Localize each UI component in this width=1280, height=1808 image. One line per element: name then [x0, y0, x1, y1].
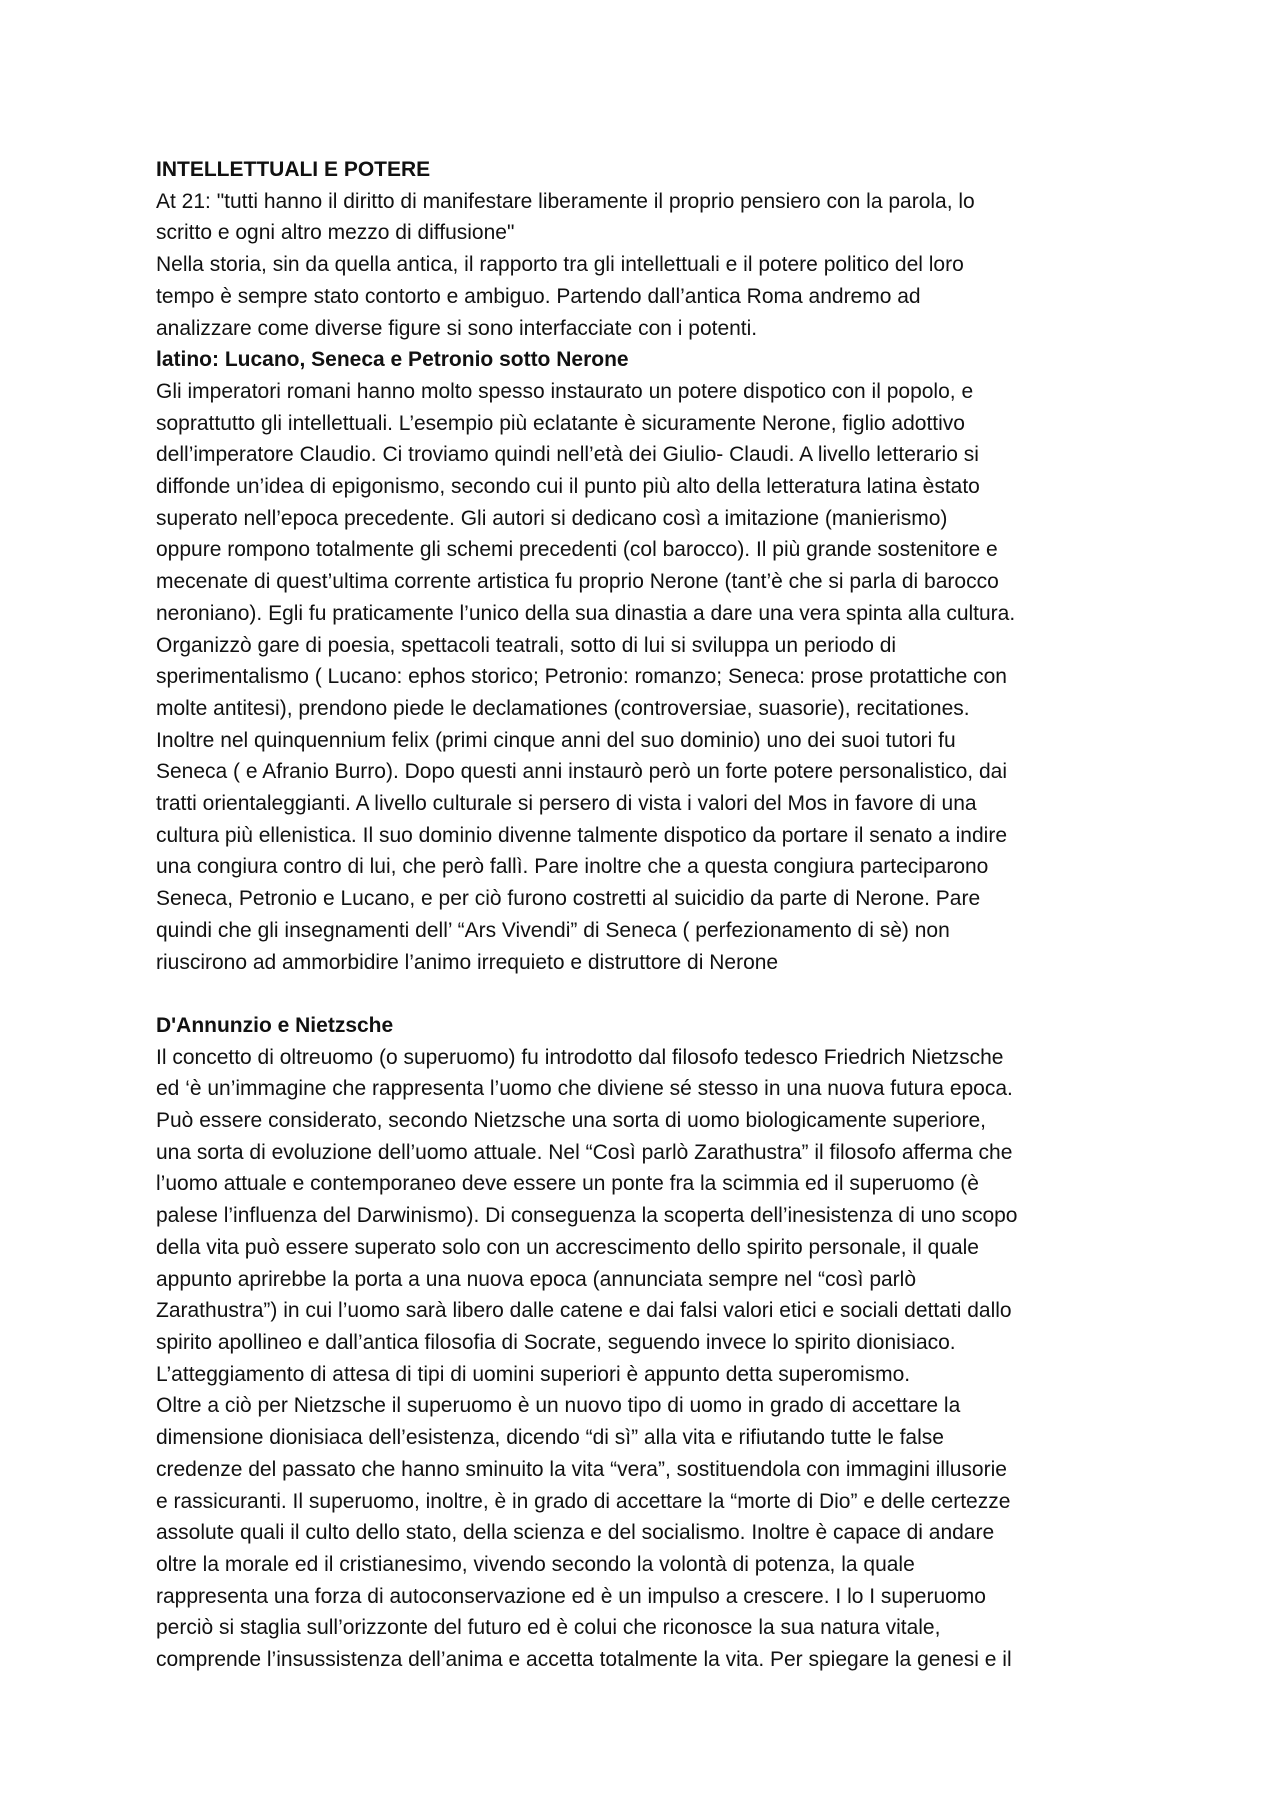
text-line: oppure rompono totalmente gli schemi precedenti (col barocco). Il più grande sostenitore e: [156, 538, 998, 562]
section-dannunzio-paragraph: [156, 1042, 1156, 1676]
section-latino-paragraph: [156, 376, 1156, 978]
text-line: Organizzò gare di poesia, spettacoli teatrali, sotto di lui si sviluppa un periodo di: [156, 633, 897, 657]
text-line: una congiura contro di lui, che però fallì. Pare inoltre che a questa congiura parteciparono: [156, 855, 989, 879]
text-line: cultura più ellenistica. Il suo dominio divenne talmente dispotico da portare il senato a indire: [156, 823, 1007, 847]
text-line: riuscirono ad ammorbidire l’animo irrequieto e distruttore di Nerone: [156, 950, 779, 974]
text-line: Zarathustra”) in cui l’uomo sarà libero dalle catene e dai falsi valori etici e sociali dettati dallo: [156, 1299, 1012, 1323]
text-line: mecenate di quest’ultima corrente artistica fu proprio Nerone (tant’è che si parla di barocco: [156, 570, 999, 594]
text-line: Seneca ( e Afranio Burro). Dopo questi anni instaurò però un forte potere personalistico, dai: [156, 760, 1008, 784]
document-title: INTELLETTUALI E POTERE: [156, 158, 431, 181]
document-page: [156, 154, 1156, 1676]
text-line: dimensione dionisiaca dell’esistenza, dicendo “di sì” alla vita e rifiutando tutte le false: [156, 1426, 944, 1450]
text-line: dell’imperatore Claudio. Ci troviamo quindi nell’età dei Giulio- Claudi. A livello letterario si: [156, 443, 979, 467]
text-line: assolute quali il culto dello stato, della scienza e del socialismo. Inoltre è capace di andare: [156, 1521, 995, 1545]
text-line: l’uomo attuale e contemporaneo deve essere un ponte fra la scimmia ed il superuomo (è: [156, 1172, 979, 1196]
text-line: comprende l’insussistenza dell’anima e accetta totalmente la vita. Per spiegare la genesi e il: [156, 1648, 1012, 1672]
text-line: Può essere considerato, secondo Nietzsche una sorta di uomo biologicamente superiore,: [156, 1109, 986, 1133]
text-line: credenze del passato che hanno sminuito la vita “vera”, sostituendola con immagini illusorie: [156, 1457, 1007, 1481]
text-line: e rassicuranti. Il superuomo, inoltre, è in grado di accettare la “morte di Dio” e delle certezze: [156, 1489, 1011, 1513]
text-line: spirito apollineo e dall’antica filosofia di Socrate, seguendo invece lo spirito dionisiaco.: [156, 1331, 956, 1354]
text-line: neroniano). Egli fu praticamente l’unico della sua dinastia a dare una vera spinta alla cultura.: [156, 601, 1016, 625]
text-line: molte antitesi), prendono piede le declamationes (controversiae, suasorie), recitationes.: [156, 696, 970, 720]
text-line: At 21: "tutti hanno il diritto di manifestare liberamente il proprio pensiero con la parola, lo: [156, 189, 975, 213]
text-line: Seneca, Petronio e Lucano, e per ciò furono costretti al suicidio da parte di Nerone. Pare: [156, 887, 981, 911]
text-line: L’atteggiamento di attesa di tipi di uomini superiori è appunto detta superomismo.: [156, 1362, 911, 1386]
text-line: oltre la morale ed il cristianesimo, vivendo secondo la volontà di potenza, la quale: [156, 1552, 915, 1576]
text-line: soprattutto gli intellettuali. L’esempio più eclatante è sicuramente Nerone, figlio adottivo: [156, 411, 965, 435]
text-line: Inoltre nel quinquennium felix (primi cinque anni del suo dominio) uno dei suoi tutori fu: [156, 728, 956, 752]
text-line: tempo è sempre stato contorto e ambiguo. Partendo dall’antica Roma andremo ad: [156, 284, 921, 308]
text-line: rappresenta una forza di autoconservazione ed è un impulso a crescere. I lo I superuomo: [156, 1584, 986, 1608]
text-line: Oltre a ciò per Nietzsche il superuomo è un nuovo tipo di uomo in grado di accettare la: [156, 1394, 961, 1418]
text-line: ed ‘è un’immagine che rappresenta l’uomo che diviene sé stesso in una nuova futura epoca.: [156, 1077, 1013, 1101]
text-line: Nella storia, sin da quella antica, il rapporto tra gli intellettuali e il potere politico del loro: [156, 253, 964, 277]
text-line: sperimentalismo ( Lucano: ephos storico; Petronio: romanzo; Seneca: prose protattiche con: [156, 665, 1007, 689]
paragraph-spacer: [156, 978, 1156, 1010]
intro-paragraph: [156, 186, 1156, 345]
section-heading-dannunzio: D'Annunzio e Nietzsche: [156, 1013, 394, 1037]
text-line: una sorta di evoluzione dell’uomo attuale. Nel “Così parlò Zarathustra” il filosofo afferma che: [156, 1140, 1013, 1164]
section-heading-latino: latino: Lucano, Seneca e Petronio sotto Nerone: [156, 348, 629, 372]
text-line: analizzare come diverse figure si sono interfacciate con i potenti.: [156, 316, 758, 340]
text-line: perciò si staglia sull’orizzonte del futuro ed è colui che riconosce la sua natura vitale,: [156, 1616, 941, 1640]
text-line: Gli imperatori romani hanno molto spesso instaurato un potere dispotico con il popolo, e: [156, 379, 974, 403]
text-line: quindi che gli insegnamenti dell’ “Ars Vivendi” di Seneca ( perfezionamento di sè) non: [156, 918, 950, 942]
text-line: diffonde un’idea di epigonismo, secondo cui il punto più alto della letteratura latina èstato: [156, 475, 980, 499]
text-line: Il concetto di oltreuomo (o superuomo) fu introdotto dal filosofo tedesco Friedrich Nietzsche: [156, 1045, 1004, 1069]
text-line: superato nell’epoca precedente. Gli autori si dedicano così a imitazione (manierismo): [156, 506, 948, 530]
text-line: appunto aprirebbe la porta a una nuova epoca (annunciata sempre nel “così parlò: [156, 1267, 917, 1291]
text-line: tratti orientaleggianti. A livello culturale si persero di vista i valori del Mos in favore di una: [156, 792, 977, 816]
text-line: della vita può essere superato solo con un accrescimento dello spirito personale, il quale: [156, 1235, 979, 1259]
text-line: scritto e ogni altro mezzo di diffusione": [156, 221, 515, 245]
text-line: palese l’influenza del Darwinismo). Di conseguenza la scoperta dell’inesistenza di uno scopo: [156, 1204, 1018, 1228]
